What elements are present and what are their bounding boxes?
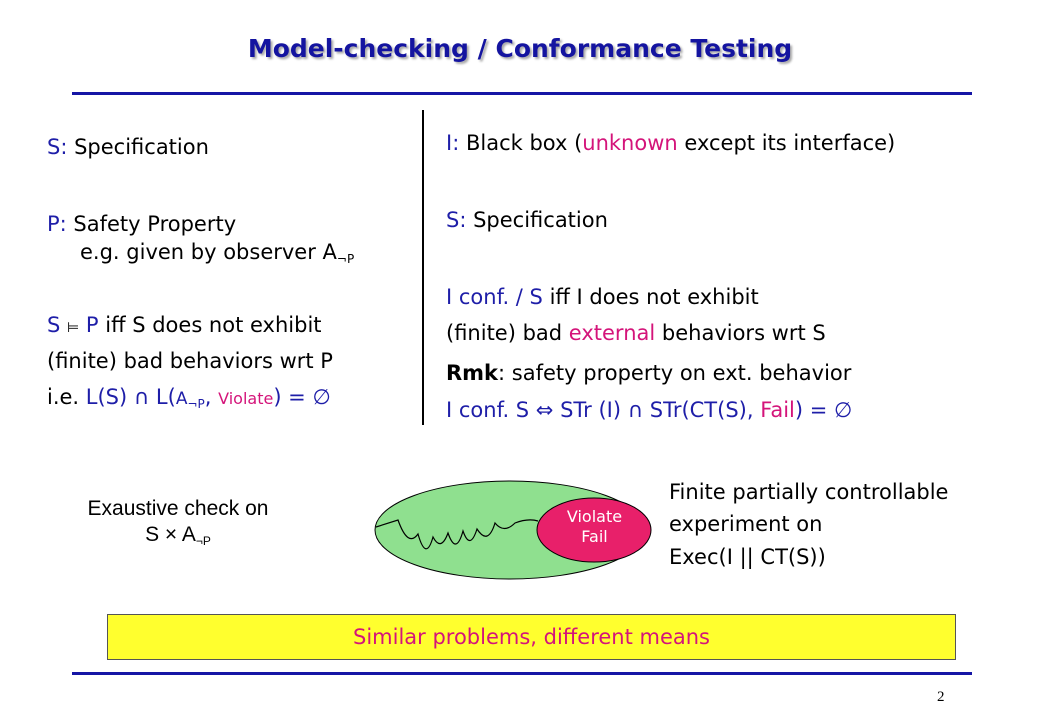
exhaustive-product: S × A — [145, 523, 196, 546]
left-ie-A: A — [175, 389, 188, 409]
right-s-label: S: — [446, 208, 467, 232]
left-s-label: S: — [47, 135, 68, 159]
fail-label: Fail — [581, 527, 608, 546]
right-i-text1: Black box ( — [459, 131, 583, 155]
right-fail: Fail — [760, 398, 795, 422]
left-s-text: Specification — [67, 135, 209, 159]
right-i-label: I: — [446, 131, 460, 155]
finite-label-1: Finite partially controllable — [669, 480, 949, 504]
left-observer-sub: ¬P — [336, 252, 355, 266]
right-unknown: unknown — [582, 131, 678, 155]
right-bad-1: (finite) bad — [446, 321, 569, 345]
right-conf-S: S — [522, 285, 543, 309]
violate-label: Violate — [566, 507, 623, 526]
finite-label-3: Exec(I || CT(S)) — [669, 545, 826, 569]
left-ie-comma: , — [204, 385, 219, 409]
left-sat-s: S — [47, 313, 68, 337]
right-conf-rest: iff I does not exhibit — [542, 285, 759, 309]
page-number: 2 — [937, 689, 945, 705]
right-i-text2: except its interface) — [677, 131, 896, 155]
right-conf-I: I conf. / — [446, 285, 523, 309]
slide-title: Model-checking / Conformance Testing — [247, 34, 793, 63]
left-ie-end: ) = ∅ — [273, 385, 331, 409]
bottom-rule — [72, 672, 972, 675]
right-rmk-label: Rmk — [446, 361, 499, 385]
left-sat-p: P — [79, 313, 99, 337]
exhaustive-label-1: Exaustive check on — [87, 497, 269, 520]
models-symbol: ⊨ — [67, 320, 80, 336]
left-ie-prefix: i.e. — [47, 385, 86, 409]
summary-banner: Similar problems, different means — [107, 614, 956, 660]
finite-label-2: experiment on — [669, 512, 823, 536]
left-sat-rest: iff S does not exhibit — [98, 313, 322, 337]
right-formula-2: ) = ∅ — [794, 398, 853, 422]
right-bad-2: behaviors wrt S — [655, 321, 826, 345]
exhaustive-sub: ¬P — [195, 534, 211, 548]
left-p-text: Safety Property — [66, 212, 237, 236]
left-ie-formula: L(S) ∩ L( — [85, 385, 176, 409]
right-rmk-text: : safety property on ext. behavior — [498, 361, 852, 385]
left-ie-violate: Violate — [218, 389, 274, 408]
right-s-text: Specification — [466, 208, 608, 232]
left-p-label: P: — [47, 212, 67, 236]
right-external: external — [568, 321, 656, 345]
left-bad-line: (finite) bad behaviors wrt P — [47, 349, 333, 373]
left-observer-text: e.g. given by observer A — [80, 240, 337, 264]
left-ie-sub: ¬P — [187, 397, 205, 411]
right-formula-1: I conf. S ⇔ STr (I) ∩ STr(CT(S), — [446, 398, 761, 422]
